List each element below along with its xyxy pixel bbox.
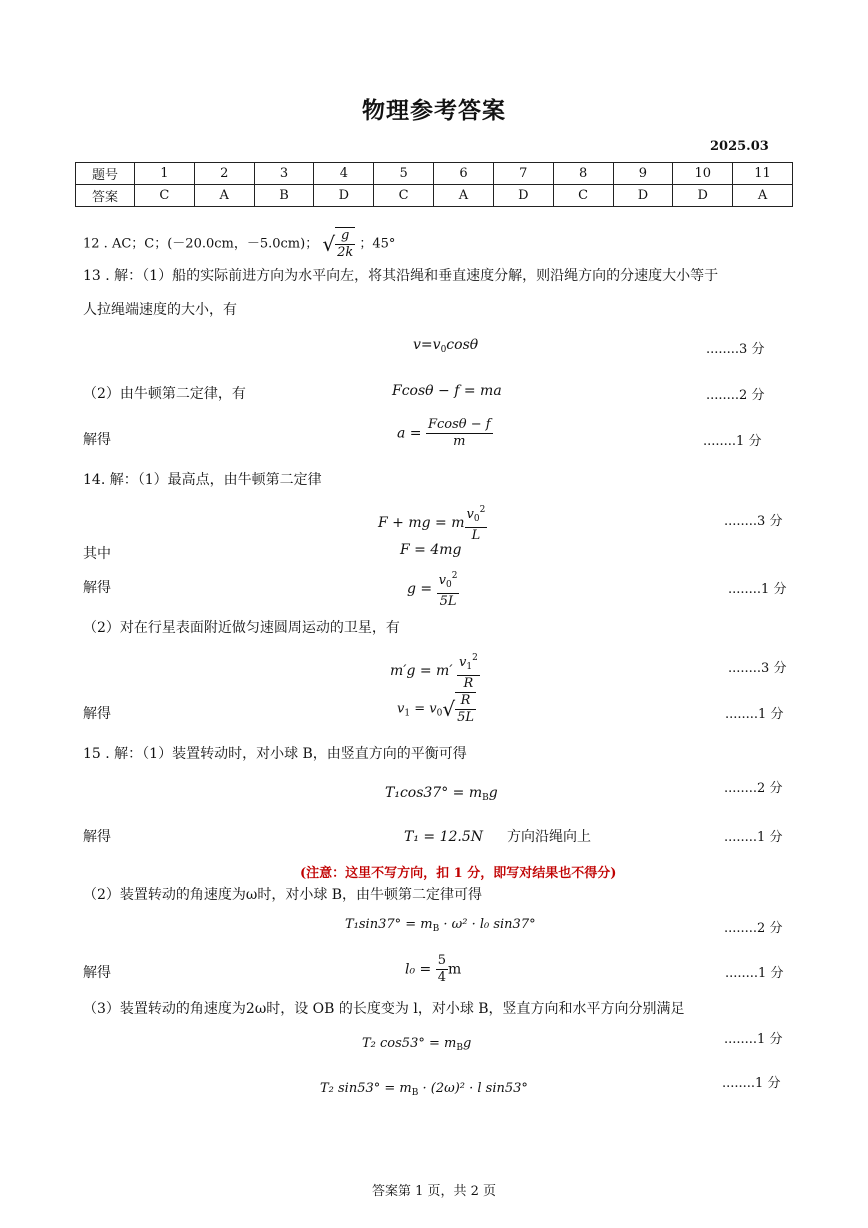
table-header-cell: 答案 [76,185,135,207]
question-number-cell: 10 [673,163,733,185]
q13-line1: 13 . 解：（1）船的实际前进方向为水平向左，将其沿绳和垂直速度分解，则沿绳方向的分速度大小等于 [83,268,719,284]
answer-cell: D [493,185,553,207]
q15-eq3: $T_1\sin 37^\circ = m_B \cdot \omega^2 \cdot l_0$ sin37° [345,917,536,934]
answer-cell: A [733,185,793,207]
q15-score1: ........2 分 [724,781,783,796]
q13-eq3: a = $\frac{Fcos\theta - f}{m}$ [397,417,491,449]
q14-score1: ........3 分 [724,514,783,529]
q14-eq3: g = $\frac{v_0^2}{5L}$ [407,568,459,610]
q15-eq6: T₂ $\sin 53^\circ = m_B \cdot (2\omega)^2 \cdot l$ sin53° [320,1081,528,1098]
answer-cell: D [613,185,673,207]
answer-cell: A [194,185,254,207]
question-number-cell: 3 [254,163,314,185]
q15-score5: ........1 分 [724,1032,783,1047]
q12-answer [83,227,395,261]
q15-eq2: T₁ = 12.5N 方向沿绳向上 [404,829,592,845]
table-row-numbers [76,163,793,185]
q15-jiede2: 解得 [83,965,111,981]
q15-part3: （3）装置转动的角速度为2ω时，设 OB 的长度变为 l，对小球 B，竖直方向和水平方向分别满足 [83,1001,685,1017]
page-footer: 答案第 1 页，共 2 页 [371,1184,497,1199]
q15-line1: 15 . 解：（1）装置转动时，对小球 B，由竖直方向的平衡可得 [83,746,467,762]
date-label: 2025.03 [710,139,769,154]
question-number-cell: 1 [135,163,195,185]
answer-cell: C [374,185,434,207]
q13-jiede: 解得 [83,432,111,448]
question-number-cell: 5 [374,163,434,185]
question-number-cell: 6 [434,163,494,185]
answer-table [75,162,793,207]
table-row-answers [76,185,793,207]
answer-cell: B [254,185,314,207]
answer-cell: C [135,185,195,207]
q13-score2: ........2 分 [706,388,765,403]
question-number-cell: 2 [194,163,254,185]
q15-score6: ........1 分 [722,1076,781,1091]
q12-text: 12 . AC；C；(－20.0cm，－5.0cm)； [83,236,319,252]
answer-cell: A [434,185,494,207]
q13-part2: （2）由牛顿第二定律，有 [83,386,246,402]
q14-jiede2: 解得 [83,706,111,722]
answer-cell: D [314,185,374,207]
q12-tail: ；45° [359,236,396,252]
q13-eq2: Fcosθ − f = ma [392,383,502,399]
q13-line2: 人拉绳端速度的大小，有 [83,302,237,318]
q14-qizhong: 其中 [83,546,111,562]
q14-jiede1: 解得 [83,580,111,596]
q15-part2: （2）装置转动的角速度为ω时，对小球 B，由牛顿第二定律可得 [83,887,483,903]
table-header-cell: 题号 [76,163,135,185]
q14-eq1: F + mg = m $\frac{v_0^2}{L}$ [378,502,487,544]
q13-score1: ........3 分 [706,342,765,357]
q15-eq4: l₀ = $\frac{5}{4}$ m [405,953,462,985]
q14-score4: ........3 分 [728,661,787,676]
answer-cell: C [553,185,613,207]
sqrt-icon: √ [442,697,456,721]
question-number-cell: 4 [314,163,374,185]
q15-jiede1: 解得 [83,829,111,845]
q15-note: (注意：这里不写方向，扣 1 分，即写对结果也不得分) [300,866,617,881]
page-title: 物理参考答案 [362,98,506,124]
q12-fraction: $\frac{g}{2k}$ [337,228,354,260]
q15-score3: ........2 分 [724,921,783,936]
question-number-cell: 11 [733,163,793,185]
q13-eq1: $v=v_0\cos\theta$ [413,337,479,355]
q14-line1: 14. 解：（1）最高点，由牛顿第二定律 [83,472,322,488]
question-number-cell: 8 [553,163,613,185]
q15-score4: ........1 分 [725,966,784,981]
sqrt-icon: √ [322,232,336,256]
q14-eq5: $v_1 = v_0√$ $\frac{R}{5L}$ [397,693,474,725]
q13-score3: ........1 分 [703,434,762,449]
q14-eq4: m′g = m′ $\frac{v_1^2}{R}$ [390,650,480,692]
q15-score2: ........1 分 [724,830,783,845]
question-number-cell: 7 [493,163,553,185]
q15-eq5: T₂ $\cos 53^\circ = m_Bg$ [362,1036,472,1053]
answer-cell: D [673,185,733,207]
q14-eq2: F = 4mg [400,542,462,558]
q14-part2: （2）对在行星表面附近做匀速圆周运动的卫星，有 [83,620,400,636]
question-number-cell: 9 [613,163,673,185]
q15-eq1: $T_1\cos 37^\circ = m_Bg$ [385,785,498,803]
q14-score5: ........1 分 [725,707,784,722]
q14-score3: ........1 分 [728,582,787,597]
